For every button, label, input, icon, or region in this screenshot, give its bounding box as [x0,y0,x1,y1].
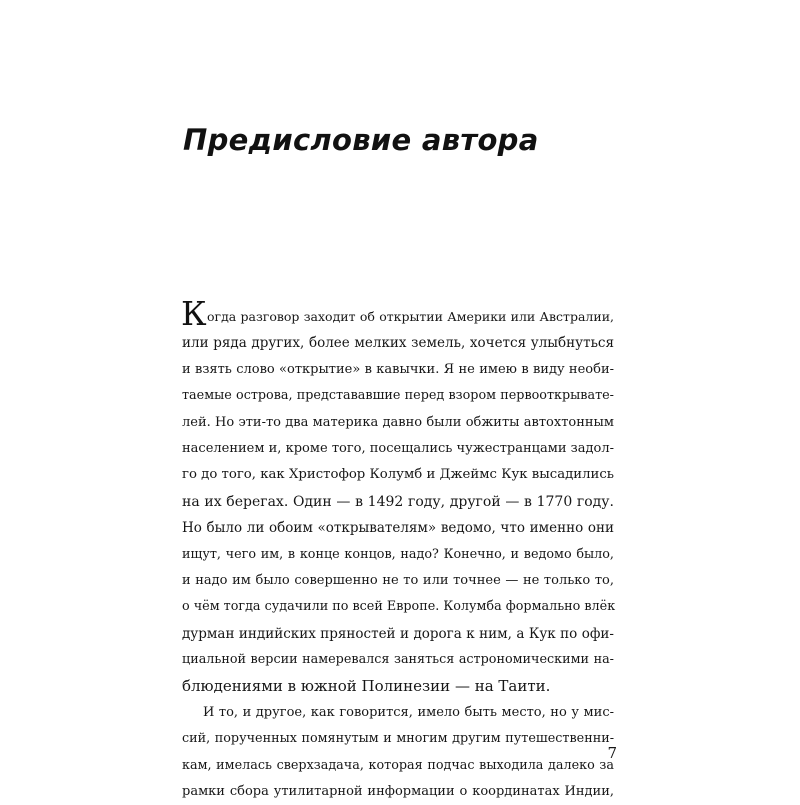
chapter-heading: Предисловие автора [183,123,539,157]
text-line-12: о чём тогда судачили по всей Европе. Колумба формально влёк [182,599,616,615]
text-line-3: и взять слово «открытие» в кавычки. Я не имею в виду необи- [182,361,614,377]
text-line-17: сий, порученных помянутым и многим другим путешественни- [182,731,614,747]
text-line-15: блюдениями в южной Полинезии — на Таити. [182,677,551,696]
text-line-1 [181,294,614,333]
page-number: 7 [607,744,617,762]
text-line-11: и надо им было совершенно не то или точнее — не только то, [182,572,614,588]
text-line-9: Но было ли обоим «открывателям» ведомо, что именно они [182,520,614,537]
text-line-5: лей. Но эти-то два материка давно были обжиты автохтонным [182,414,614,430]
text-line-14: циальной версии намеревался заняться астрономическими на- [182,652,614,668]
drop-cap: К [181,294,207,333]
body-text [181,294,616,805]
text-line-1-content: огда разговор заходит об открытии Америки или Австралии, [207,309,614,324]
text-line-16: И то, и другое, как говорится, имело быть место, но у мис- [203,704,614,720]
text-line-13: дурман индийских пряностей и дорога к ним, а Кук по офи- [182,625,614,642]
text-line-4: таемые острова, представавшие перед взором первооткрывате- [182,388,614,404]
text-line-18: кам, имелась сверхзадача, которая подчас выходила далеко за [182,757,614,773]
text-line-10: ищут, чего им, в конце концов, надо? Конечно, и ведомо было, [182,546,614,562]
text-line-6: населением и, кроме того, посещались чужестранцами задол- [182,440,614,456]
text-line-7: го до того, как Христофор Колумб и Джеймс Кук высадились [182,467,614,483]
text-line-19: рамки сбора утилитарной информации о координатах Индии, [182,784,614,800]
text-line-8: на их берегах. Один — в 1492 году, другой — в 1770 году. [182,493,614,510]
text-line-2: или ряда других, более мелких земель, хочется улыбнуться [182,335,614,352]
